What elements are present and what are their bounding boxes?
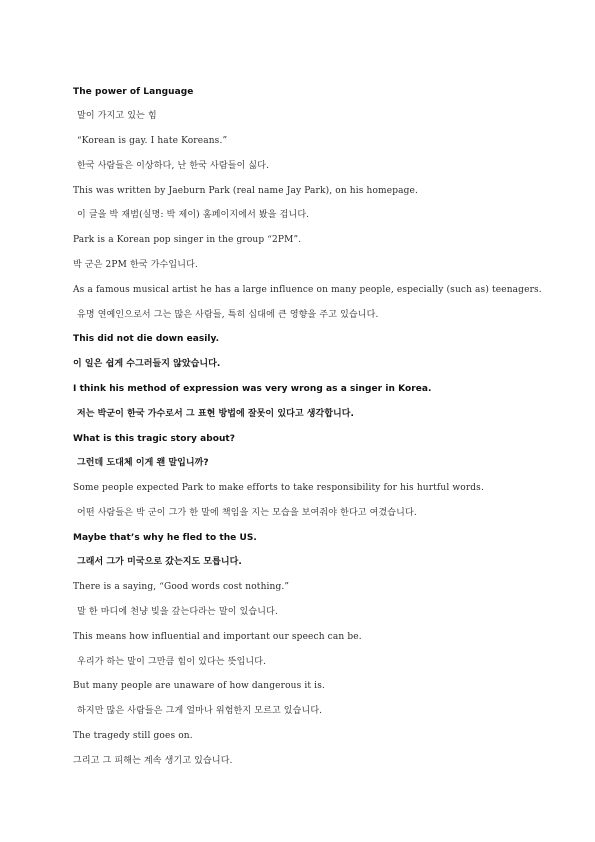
text-line: “Korean is gay. I hate Koreans.” [77,136,228,146]
text-line: Maybe that’s why he fled to the US. [73,533,257,543]
text-line: 박 군은 2PM 한국 가수입니다. [73,260,198,270]
text-line: 말이 가지고 있는 힘 [77,111,157,121]
text-line: 이 글을 박 재범(실명: 박 제이) 홈페이지에서 봤을 겁니다. [77,210,310,220]
text-line: Some people expected Park to make efforts to take responsibility for his hurtful words. [73,483,484,493]
document-title: The power of Language [73,87,194,97]
text-line: 한국 사람들은 이상하다, 난 한국 사람들이 싫다. [77,161,270,171]
text-line: 우리가 하는 말이 그만큼 힘이 있다는 뜻입니다. [77,657,267,667]
text-line: The tragedy still goes on. [73,731,193,741]
text-line: 말 한 마디에 천냥 빚을 갚는다라는 말이 있습니다. [77,607,278,617]
text-line: 저는 박군이 한국 가수로서 그 표현 방법에 잘못이 있다고 생각합니다. [77,409,354,419]
text-line: But many people are unaware of how dangerous it is. [73,681,325,691]
text-line: 그리고 그 피해는 계속 생기고 있습니다. [73,756,233,766]
text-line: There is a saying, “Good words cost nothing.” [73,582,290,592]
text-line: 유명 연예인으로서 그는 많은 사람들, 특히 십대에 큰 영향을 주고 있습니다. [77,310,379,320]
text-line: This means how influential and important our speech can be. [73,632,362,642]
text-line: I think his method of expression was very wrong as a singer in Korea. [73,384,432,394]
text-line: 하지만 많은 사람들은 그게 얼마나 위험한지 모르고 있습니다. [77,706,323,716]
text-line: Park is a Korean pop singer in the group “2PM”. [73,235,302,245]
text-line: This was written by Jaeburn Park (real name Jay Park), on his homepage. [73,186,419,196]
text-line: 그런데 도대체 이게 왠 말입니까? [77,458,209,468]
text-line: As a famous musical artist he has a large influence on many people, especially (such as) teenagers. [73,285,542,295]
text-line: 어떤 사람들은 박 군이 그가 한 말에 책임을 지는 모습을 보여줘야 한다고 여겼습니다. [77,508,417,518]
text-line: 이 일은 쉽게 수그러들지 않았습니다. [73,359,221,369]
text-line: What is this tragic story about? [73,434,236,444]
text-line: This did not die down easily. [73,334,220,344]
text-line: 그래서 그가 미국으로 갔는지도 모릅니다. [77,557,242,567]
